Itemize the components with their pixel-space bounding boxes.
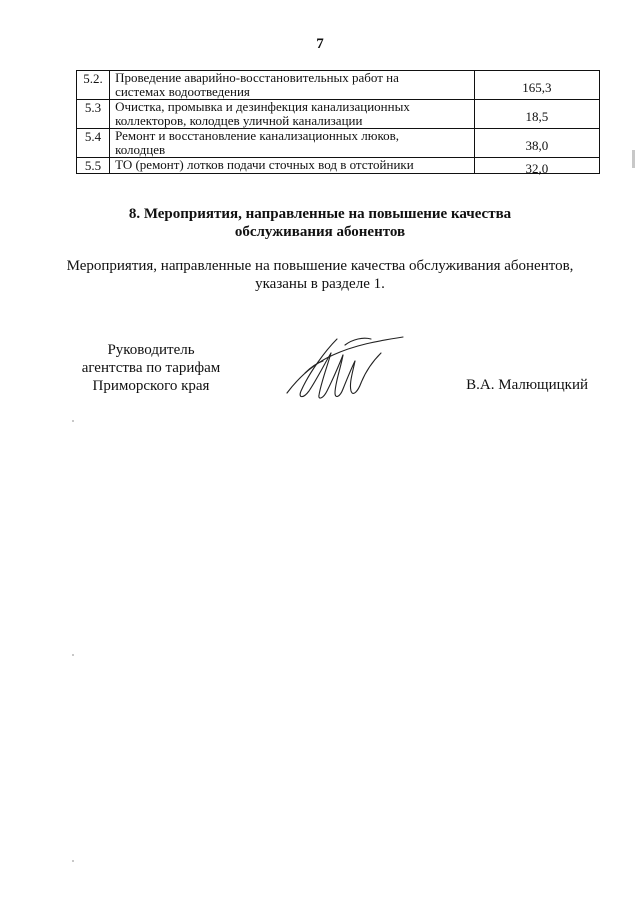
row-description [110,129,475,158]
works-table [76,70,600,174]
row-value-text: 165,3 [522,80,552,95]
signer-name: В.А. Малющицкий [466,377,588,393]
table-row [77,158,600,174]
table-row [77,129,600,158]
row-value [474,71,599,100]
scan-artifact [632,150,635,168]
section-body [0,257,640,293]
row-value [474,129,599,158]
page-number: 7 [316,36,324,52]
signer-role-line: агентства по тарифам [81,360,221,376]
row-value [474,158,599,174]
row-description-line: Очистка, промывка и дезинфекция канализационных [115,99,410,114]
row-description-line: Проведение аварийно-восстановительных работ на [115,70,399,85]
row-number: 5.2. [77,71,110,100]
row-description [110,71,475,100]
scan-artifact [72,654,74,656]
row-description-line: системах водоотведения [115,84,250,99]
section-title [0,205,640,241]
row-value-text: 32,0 [525,160,549,176]
row-number: 5.5 [77,158,110,174]
signer-role-line: Руководитель [107,342,195,358]
row-value [474,100,599,129]
table-row [77,71,600,100]
section-title-line: обслуживания абонентов [234,224,406,240]
row-description [110,158,475,174]
row-description [110,100,475,129]
row-value-text: 38,0 [525,138,549,153]
table-row [77,100,600,129]
signer-role [60,341,242,395]
row-value-text: 18,5 [525,109,549,124]
row-number: 5.4 [77,129,110,158]
section-title-line: 8. Мероприятия, направленные на повышение качества [128,206,512,222]
row-description-line: колодцев [115,142,166,157]
row-number: 5.3 [77,100,110,129]
scan-artifact [72,860,74,862]
scan-artifact [72,420,74,422]
section-body-line: Мероприятия, направленные на повышение качества обслуживания абонентов, [66,258,574,274]
handwritten-signature [285,333,410,403]
row-description-line: коллекторов, колодцев уличной канализации [115,113,363,128]
row-description-line: Ремонт и восстановление канализационных люков, [115,128,399,143]
section-body-line: указаны в разделе 1. [255,276,385,292]
row-description-line: ТО (ремонт) лотков подачи сточных вод в отстойники [115,157,414,172]
signer-role-line: Приморского края [92,378,210,394]
